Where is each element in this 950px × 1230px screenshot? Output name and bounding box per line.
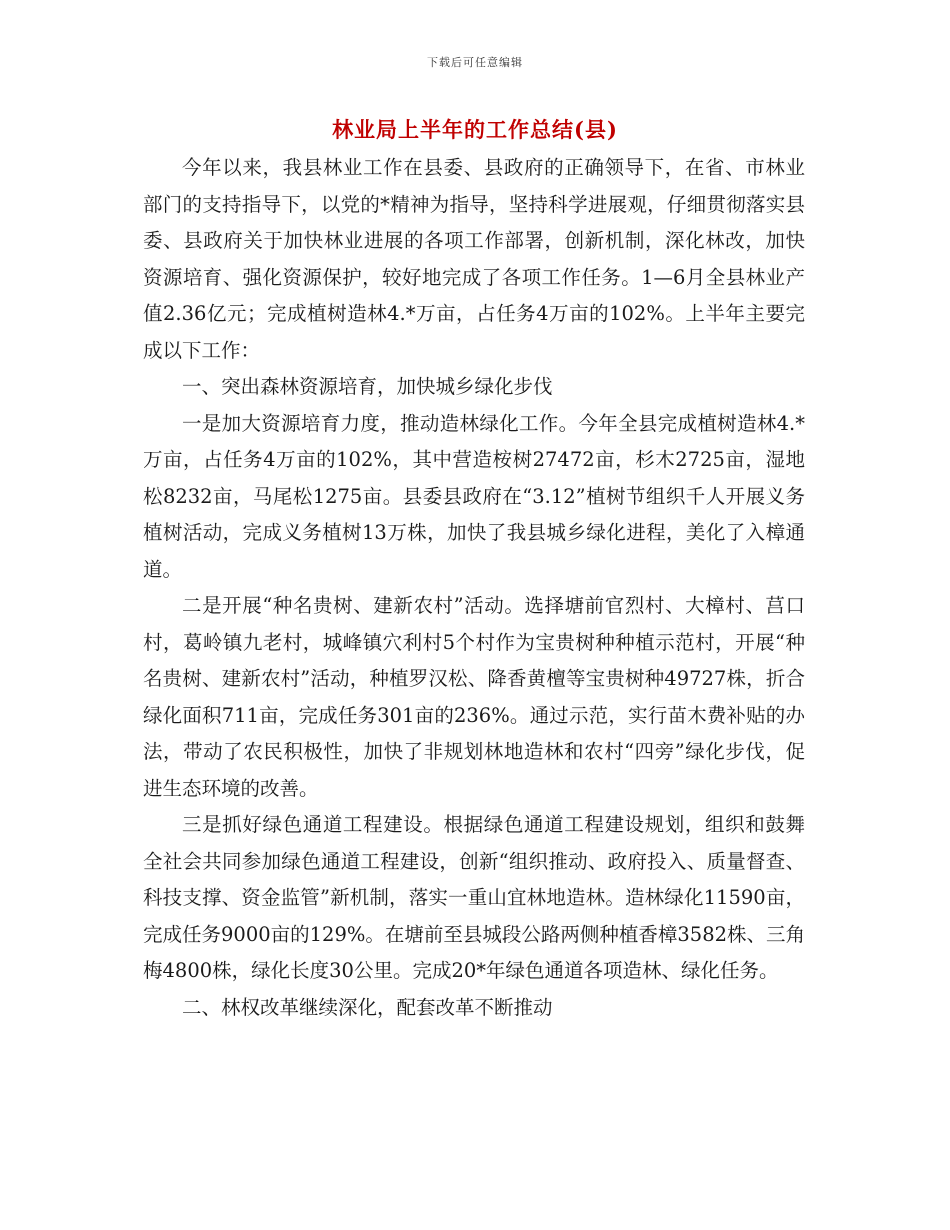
paragraph-precious-trees: 二是开展“种名贵树、建新农村”活动。选择塘前官烈村、大樟村、莒口村，葛岭镇九老村，城峰镇穴利村5个村作为宝贵树种种植示范村，开展“种名贵树、建新农村”活动，种植罗汉松、降香黄檀等宝贵树种49727株，折合绿化面积711亩，完成任务301亩的236%。通过示范，实行苗木费补贴的办法，带动了农民积极性，加快了非规划林地造林和农村“四旁”绿化步伐，促进生态环境的改善。 bbox=[143, 594, 805, 800]
document-body bbox=[143, 150, 805, 1026]
paragraph-afforestation: 一是加大资源培育力度，推动造林绿化工作。今年全县完成植树造林4.*万亩，占任务4万亩的102%，其中营造桉树27472亩，杉木2725亩，湿地松8232亩，马尾松1275亩。县委县政府在“3.12”植树节组织千人开展义务植树活动，完成义务植树13万株，加快了我县城乡绿化进程，美化了入樟通道。 bbox=[143, 411, 805, 581]
paragraph-intro: 今年以来，我县林业工作在县委、县政府的正确领导下，在省、市林业部门的支持指导下，以党的*精神为指导，坚持科学进展观，仔细贯彻落实县委、县政府关于加快林业进展的各项工作部署，创新机制，深化林改，加快资源培育、强化资源保护，较好地完成了各项工作任务。1—6月全县林业产值2.36亿元；完成植树造林4.*万亩，占任务4万亩的102%。上半年主要完成以下工作： bbox=[143, 156, 805, 362]
section-heading-1: 一、突出森林资源培育，加快城乡绿化步伐 bbox=[182, 375, 553, 398]
header-note: 下载后可任意编辑 bbox=[427, 56, 523, 69]
document-title: 林业局上半年的工作总结(县) bbox=[332, 117, 618, 142]
paragraph-green-corridor: 三是抓好绿色通道工程建设。根据绿色通道工程建设规划，组织和鼓舞全社会共同参加绿色通道工程建设，创新“组织推动、政府投入、质量督查、科技支撑、资金监管”新机制，落实一重山宜林地造林。造林绿化11590亩，完成任务9000亩的129%。在塘前至县城段公路两侧种植香樟3582株、三角梅4800株，绿化长度30公里。完成20*年绿色通道各项造林、绿化任务。 bbox=[143, 813, 806, 982]
section-heading-2: 二、林权改革继续深化，配套改革不断推动 bbox=[182, 995, 553, 1019]
